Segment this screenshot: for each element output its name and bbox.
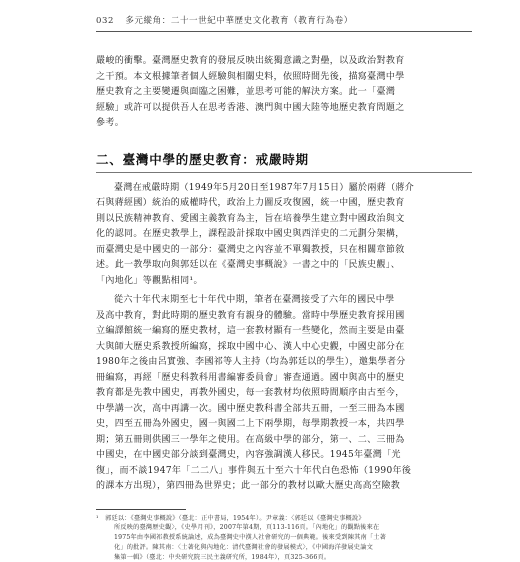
text-line: 歷史教育之主要變遷與面臨之困難，並思考可能的解決方案。此一「臺灣	[96, 85, 472, 101]
footnote	[96, 514, 472, 562]
text-line: 史，四至五冊為外國史，國一與國二上下兩學期，每學期教授一本，共四學	[96, 417, 472, 433]
running-header	[96, 14, 472, 28]
text-line: 參考。	[96, 116, 472, 132]
text-line: 大與師大歷史系教授所編寫，採取中國中心、漢人中心史觀，中國史部分在	[96, 340, 472, 356]
text-line: 期；第五冊則供國三一學年之使用。在高級中學的部分，第一、二、三冊為	[96, 433, 472, 449]
page-number: 032	[96, 16, 114, 26]
text-line: 石與蔣經國）統治的威權時代，政治上力圖反攻復國，統一中國，歷史教育	[96, 196, 472, 212]
text-line: 及高中教育，對此時期的歷史教育有親身的體驗。當時中學歷史教育採用國	[96, 309, 472, 325]
text-line: 臺灣在戒嚴時期（1949年5月20日至1987年7月15日）屬於兩蔣（蔣介	[96, 181, 472, 197]
section-rule	[96, 172, 472, 173]
text-line: 之干預。本文根據筆者個人經驗與相關史料，依照時間先後，描寫臺灣中學	[96, 70, 472, 86]
text-line: 1980年之後由呂實強、李國祁等人主持（均為郭廷以的學生），邀集學者分	[96, 355, 472, 371]
text-line: 化的認同。在歷史教學上，課程設計採取中國史與西洋史的二元劃分架構，	[96, 227, 472, 243]
section-heading: 二、臺灣中學的歷史教育：戒嚴時期	[96, 150, 472, 172]
footnote-line: 1975年由李國祁教授系統論述，成為臺灣史中漢人社會研究的一個典範。後來受到陳其南「土著	[96, 533, 472, 543]
footnote-line: 集第一輯》（臺北：中央研究院三民主義研究所，1984年），頁325-366頁。	[96, 553, 472, 562]
footnote-line: ¹ 郭廷以：《臺灣史事概說》（臺北：正中書局，1954年）。尹章義：〈郭廷以《臺灣史事概說》	[96, 514, 472, 524]
header-rule	[96, 31, 472, 32]
text-line: 經驗」或許可以提供吾人在思考香港、澳門與中國大陸等地歷史教育問題之	[96, 101, 472, 117]
text-line: 則以民族精神教育、愛國主義教育為主，旨在培養學生建立對中國政治與文	[96, 212, 472, 228]
footnote-line: 所反映的臺灣歷史觀〉，《史學月刊》，2007年第4期，頁113-116頁。「內地化」的觀點後來在	[96, 523, 472, 533]
text-line: 中國史，在中國史部分談到臺灣史，內容強調漢人移民。1945年臺灣「光	[96, 448, 472, 464]
paragraph-experience	[96, 293, 472, 495]
text-line: 中學講一次，高中再講一次。國中歷史教科書全部共五冊，一至三冊為本國	[96, 402, 472, 418]
text-line: 「內地化」等觀點相同¹。	[96, 274, 472, 290]
paragraph-intro	[96, 54, 472, 132]
text-line: 的課本方出現），第四冊為世界史；此一部分的教材以歐大歷史高高空險教	[96, 479, 472, 495]
text-line: 立編譯館統一編寫的歷史教材，這一套教材顯有一些變化，然而主要是由臺	[96, 324, 472, 340]
text-line: 冊編寫，再經「歷史科教科用書編審委員會」審查通過。國中與高中的歷史	[96, 371, 472, 387]
text-line: 復」，而不談1947年「二二八」事件與五十至六十年代白色恐怖（1990年後	[96, 464, 472, 480]
footnote-line: 化」的批評。陳其南：〈土著化與內地化：清代臺灣社會的發展模式〉，《中國海洋發展史論文	[96, 543, 472, 553]
footnote-separator	[96, 509, 186, 510]
running-title: 多元縱角：二十一世紀中華歷史文化教育（教育行為卷）	[125, 16, 353, 26]
text-line: 從六十年代末期至七十年代中期，筆者在臺灣接受了六年的國民中學	[96, 293, 472, 309]
text-line: 述。此一教學取向與郭廷以在《臺灣史事概說》一書之中的「民族史觀」、	[96, 258, 472, 274]
paragraph-martial-law	[96, 181, 472, 290]
text-line: 嚴峻的衝擊。臺灣歷史教育的發展反映出統獨意識之對壘，以及政治對教育	[96, 54, 472, 70]
text-line: 而臺灣史是中國史的一部分：臺灣史之內容並不單獨教授，只在相關章節敘	[96, 243, 472, 259]
text-line: 教育都是先教中國史，再教外國史，每一套教材均依照時間順序由古至今，	[96, 386, 472, 402]
